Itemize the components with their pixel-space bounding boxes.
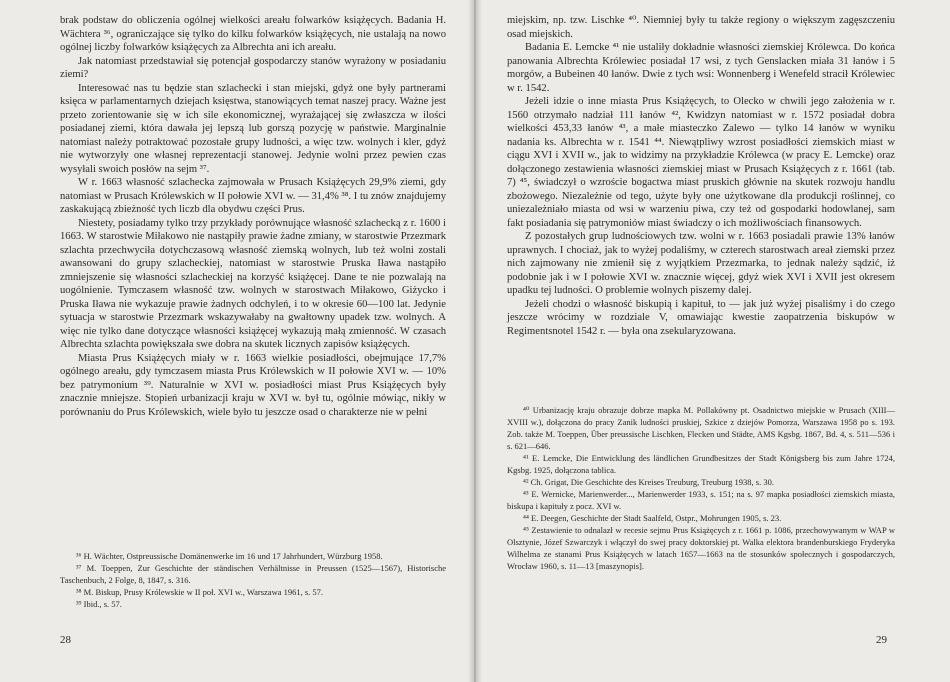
footnote: ⁴¹ E. Lemcke, Die Entwicklung des ländlichen Grundbesitzes der Stadt Königsberg bis zum Jahre 1724, Kgsbg. 1925, dołączona tablica. [507, 453, 895, 475]
right-footnotes [507, 404, 895, 572]
paragraph: Niestety, posiadamy tylko trzy przykłady porównujące własność szlachecką z r. 1600 i 1663. W starostwie Miłakowo nie nastąpiły prawie żadne zmiany, w starostwie Przezmark szlachta przechwyciła dotychczasową własność ziemską wolnych, lub też wolni zostali awansowani do grupy szlacheckiej, natomiast w starostwie Pruska Iława nastąpiło zmniejszenie się własności szlacheckiej na korzyść książęcej. Dane te nie pozwalają na uogólnienie. Tymczasem własność tzw. wolnych w starostwach Miłakowo, Giżycko i Pruska Iława nie wykazuje prawie żadnych odchyleń, i to w okresie 60—100 lat. Jedynie sytuacja w starostwie Przezmark wskazywałaby na gwałtowny upadek tzw. wolnych. A więc nie tylko dane dotyczące własności książęcej wykazują małą zmienność. W czasach Albrechta szlachta powiększała swe dobra na skutek licznych zapisów książęcych. [60, 217, 446, 350]
left-page [0, 0, 474, 682]
right-page [476, 0, 950, 682]
paragraph: Jeżeli idzie o inne miasta Prus Książęcych, to Olecko w chwili jego założenia w r. 1560 otrzymało nadział 111 łanów ⁴², Kwidzyn natomiast w r. 1572 posiadał dobra wielkości 453,33 łanów ⁴³, a małe miasteczko Zalewo — tylko 14 łanów w wyniku nadania ks. Albrechta w r. 1541 ⁴⁴. Niewątpliwy wzrost posiadłości ziemskich miast w ciągu XVI i XVII w., jak to widzimy na przykładzie Królewca (w pracy E. Lemcke) oraz dołączonego zestawienia własności ziemskiej miast w Prusach Książęcych z r. 1661 (tab. 7) ⁴⁵, świadczył o wzroście bogactwa miast pruskich głównie na skutek rozwoju handlu zbożowego. Niezależnie od tego, użyte były one użytkowane dla produkcji roślinnej, co uniezależniało miasta od wsi w warzeniu piwa, czy też od gospodarki hodowlanej, sam fakt posiadania się patrymoniów miast świadczy o ich możliwościach finansowych. [507, 96, 895, 229]
page-number-right: 29 [876, 634, 887, 646]
book-gutter [468, 0, 482, 682]
right-page-body [507, 14, 895, 338]
page-number-left: 28 [60, 634, 71, 646]
footnote: ⁴² Ch. Grigat, Die Geschichte des Kreises Treuburg, Treuburg 1938, s. 30. [523, 477, 774, 487]
footnote: ³⁹ Ibid., s. 57. [76, 599, 122, 609]
paragraph: brak podstaw do obliczenia ogólnej wielkości areału folwarków książęcych. Badania H. Wächtera ³⁶, ograniczające się tylko do kilku folwarków książęcych, nie ustalają na nowo ogólnej liczby folwarków książęcych za Albrechta ani ich areału. [60, 15, 446, 53]
paragraph: Interesować nas tu będzie stan szlachecki i stan miejski, gdyż one były partnerami księca w parlamentarnych dziejach księstwa, stanowiących temat naszej pracy. Ważne jest przeto zorientowanie się w ich sile ekonomicznej, wyrażającej się zwłaszcza w ilości posiadanej ziemi, która dawała jej lepszą lub gorszą pozycję w państwie. Marginalnie natomiast należy potraktować pozostałe grupy ludności, a więc tzw. wolnych i kler, gdyż nie wytworzyły one własnej reprezentacji stanowej. Jedynie wolni przez pewien czas wysyłali swoich posłów na sejm ³⁷. [60, 82, 446, 175]
paragraph: Z pozostałych grup ludnościowych tzw. wolni w r. 1663 posiadali prawie 13% łanów uprawnych. I chociaż, jak to wyżej podaliśmy, w czterech starostwach areał ziemski przez nich zajmowany nie zmienił się z wyjątkiem Przezmarka, to jednak należy sądzić, iż podobnie jak i w I połowie XVI w. znacznie więcej, gdyż wiek XVI i XVII jest okresem upadku tej ludności. O problemie wolnych piszemy dalej. [507, 231, 895, 296]
footnote: ⁴⁰ Urbanizację kraju obrazuje dobrze mapka M. Pollakówny pt. Osadnictwo miejskie w Prusach (XIII—XVIII w.), dołączona do pracy Zanik ludności pruskiej, Szkice z dziejów Pomorza, Warszawa 1958 po s. 193. Zob. także M. Toeppen, Über preussische Lischken, Flecken und Städte, AMS Kgsbg. 1867, Bd. 4, s. 511—536 i s. 621—646. [507, 405, 895, 451]
footnote: ³⁸ M. Biskup, Prusy Królewskie w II poł. XVI w., Warszawa 1961, s. 57. [76, 587, 324, 597]
paragraph: Miasta Prus Książęcych miały w r. 1663 wielkie posiadłości, obejmujące 17,7% ogólnego areału, gdy tymczasem miasta Prus Królewskich w II połowie XVI w. — 10% bez patrymonium ³⁹. Naturalnie w XVI w. posiadłości miast Prus Książęcych były znacznie mniejsze. Stopień urbanizacji kraju w XVI w. był tu, ogólnie mówiąc, nikły w porównaniu do Prus Królewskich, wiele było tu jeszcze osad o charakterze nie w pełni [60, 352, 446, 418]
footnote: ³⁷ M. Toeppen, Zur Geschichte der ständischen Verhältnisse in Preussen (1525—1567), Historische Taschenbuch, 2 Folge, 8, 1847, s. 316. [60, 563, 446, 585]
paragraph: W r. 1663 własność szlachecka zajmowała w Prusach Książęcych 29,9% ziemi, gdy natomiast w Prusach Królewskich w II połowie XVI w. — 31,4% ³⁸. I tu znów znajdujemy zaskakującą zbieżność tych liczb dla obydwu części Prus. [60, 177, 446, 215]
paragraph: Jeżeli chodzi o własność biskupią i kapituł, to — jak już wyżej pisaliśmy i do czego jeszcze wrócimy w rozdziale V, omawiając kwestie zaopatrzenia biskupów w Regimentsnotel 1542 r. — była ona zsekularyzowana. [507, 298, 895, 337]
footnote: ⁴³ E. Wernicke, Marienwerder..., Marienwerder 1933, s. 151; na s. 97 mapka posiadłości ziemskich miasta, biskupa i kapituły z pocz. XVI w. [507, 489, 895, 511]
footnote: ⁴⁵ Zestawienie to odnalazł w recesie sejmu Prus Książęcych z r. 1661 p. 1086, przechowywanym w WAP w Olsztynie, Józef Szwarczyk i włączył do swej pracy doktorskiej pt. Walka elektora brandenburskiego Fryderyka Wilhelma ze stanami Prus Książęcych w latach 1657—1663 na tle stosunków społecznych i gospodarczych, Wrocław 1960, s. 11—13 [maszynopis]. [507, 525, 895, 571]
left-footnotes [60, 550, 446, 610]
paragraph: miejskim, np. tzw. Lischke ⁴⁰. Niemniej były tu także regiony o większym zagęszczeniu osad miejskich. [507, 15, 895, 40]
paragraph: Jak natomiast przedstawiał się potencjał gospodarczy stanów wyrażony w posiadaniu ziemi? [60, 55, 446, 80]
left-page-body [60, 14, 446, 419]
paragraph: Badania E. Lemcke ⁴¹ nie ustaliły dokładnie własności ziemskiej Królewca. Do końca panowania Albrechta Królewiec posiadał 17 wsi, z tych Genslacken miała 31 łanów i 5 morgów, a Bubeinen 40 łanów. Dwie z tych wsi: Wonnenberg i Wenefeld stracił Królewiec w r. 1542. [507, 42, 895, 94]
footnote: ⁴⁴ E. Deegen, Geschichte der Stadt Saalfeld, Ostpr., Mohrungen 1905, s. 23. [523, 513, 782, 523]
footnote: ³⁶ H. Wächter, Ostpreussische Domänenwerke im 16 und 17 Jahrhundert, Würzburg 1958. [76, 551, 383, 561]
